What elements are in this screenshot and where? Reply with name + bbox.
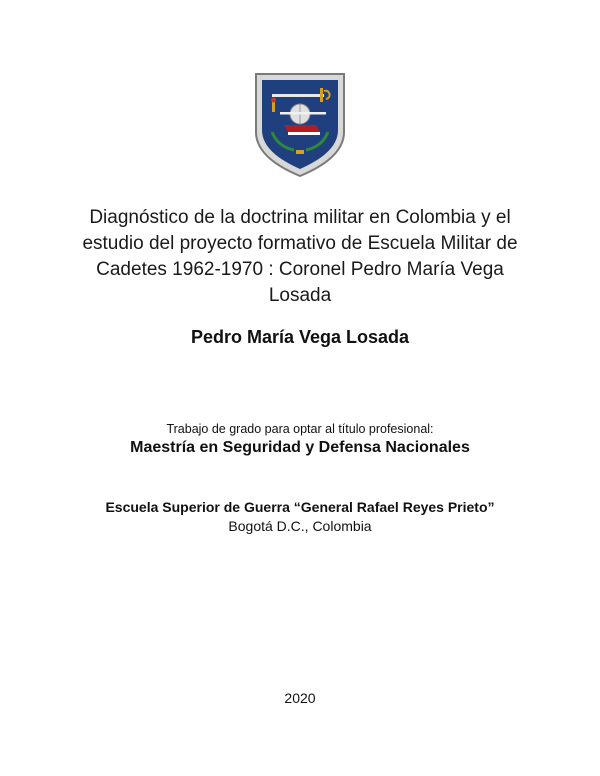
author-name: Pedro María Vega Losada (190, 327, 410, 347)
thesis-title: Diagnóstico de la doctrina militar en Colombia y el estudio del proyecto formativo de Escuela Militar de Cadetes 1962-1970 : Coronel Pedro María Vega Losada (82, 207, 518, 306)
city-location: Bogotá D.C., Colombia (228, 518, 372, 534)
degree-name: Maestría en Seguridad y Defensa Nacionales (130, 439, 470, 456)
school-name: Escuela Superior de Guerra “General Rafael Reyes Prieto” (105, 499, 495, 515)
military-school-crest-icon (250, 70, 350, 180)
publication-year: 2020 (284, 690, 316, 706)
degree-intro: Trabajo de grado para optar al título profesional: (166, 422, 434, 436)
